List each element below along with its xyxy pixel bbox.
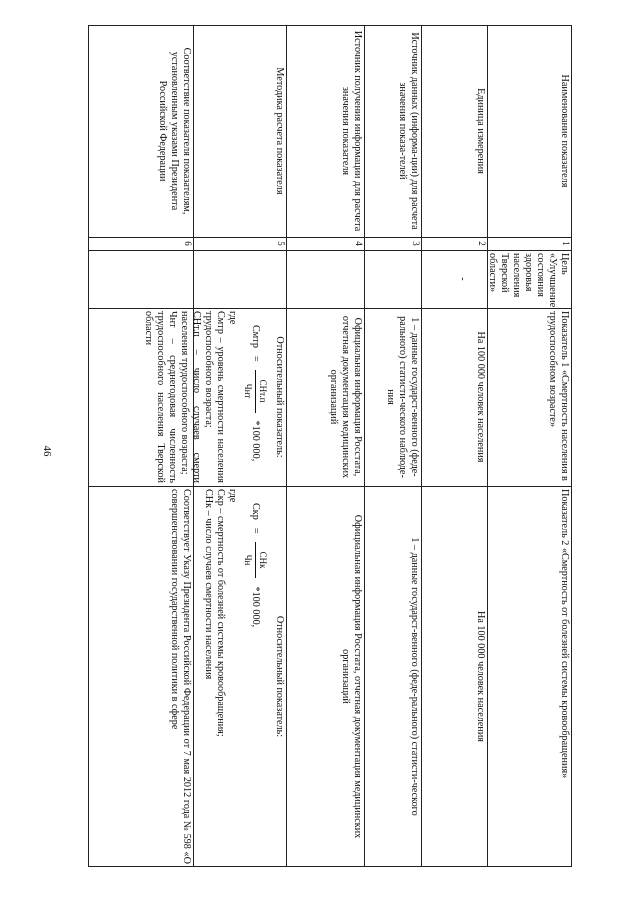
col-number-5: 5	[276, 241, 286, 246]
row1-method-intro: Относительный показатель:	[274, 336, 285, 458]
row1-unit: На 100 000 человек населения	[475, 331, 486, 463]
page-number: 46	[41, 445, 53, 457]
header-cell-3	[365, 25, 422, 237]
header-cell-6	[88, 25, 194, 237]
header-info: Источник получения информации для расчета значения показателя	[340, 30, 363, 232]
indicator-table	[88, 25, 572, 867]
row2-def-1: Скр – смертность от болезней системы кровообращения;	[215, 489, 226, 737]
row1-info: Официальная информация Росстата, отчетная документация медицинских организаций	[328, 315, 363, 479]
header-unit: Единица измерения	[475, 88, 486, 174]
row2-formula-eq: =	[250, 527, 262, 534]
header-cell-4	[287, 25, 365, 237]
row1-conformity	[88, 308, 194, 486]
row1-formula	[242, 325, 269, 483]
row2-formula-lhs: Скр	[250, 503, 262, 520]
rotated-table-sheet	[88, 25, 572, 867]
row1-def-1: Смтр – уровень смертности населения трудоспособного возраста;	[203, 311, 226, 483]
row2-where: где	[227, 489, 238, 503]
row1-formula-fraction	[242, 370, 269, 413]
row1-where: где	[227, 311, 238, 325]
row2-unit: На 100 000 человек населения	[475, 610, 486, 742]
row1-source: 1 – данные государст-венного (феде-рального) статисти-ческого наблюде-ния	[385, 316, 420, 478]
row1-formula-multiplier: *100 000,	[250, 420, 262, 462]
goal-unit: -	[457, 277, 468, 281]
row2-formula-numerator: СНк	[255, 542, 269, 579]
row1-formula-lhs: Смтр	[250, 325, 262, 348]
row2-method	[194, 486, 287, 867]
row2-formula-fraction	[242, 542, 269, 579]
row2-def-2: СНк – число случаев смертности населения	[203, 489, 214, 680]
row1-def-2: СНт.п – число случаев смерти населения трудоспособного возраста;	[179, 311, 202, 483]
row2-source: 1 – данные государст-венного (феде-рального) статисти-ческого	[409, 537, 420, 816]
row2-formula-multiplier: *100 000,	[250, 586, 262, 628]
row1-name: Показатель 1 «Смертность населения в трудоспособном возрасте»	[547, 311, 570, 481]
header-method: Методика расчета показателя	[274, 67, 285, 195]
row1-formula-numerator: СНт.п	[255, 370, 269, 413]
col-number-6: 6	[183, 241, 193, 246]
header-source: Источник данных (информа-ции) для расчета значения показа-телей	[397, 32, 420, 230]
row2-info: Официальная информация Росстата, отчетная документация медицинских организаций	[340, 514, 363, 839]
row1-formula-denominator: Чнт	[243, 383, 253, 399]
row2-method-intro: Относительный показатель:	[274, 615, 285, 738]
header-conformity: Соответствие показателя показателям, установленным указами Президента Российской Федерации	[157, 47, 192, 215]
row2-conformity: Соответствует Указу Президента Российской Федерации от 7 мая 2012 года № 598 «О совершенствовании государственной политики в сфере	[169, 489, 192, 864]
header-cell-2	[422, 25, 488, 237]
col-number-1: 1	[561, 241, 571, 246]
row2-name: Показатель 2 «Смертность от болезней системы кровообращения»	[559, 489, 570, 779]
row1-formula-eq: =	[250, 355, 262, 362]
row2-formula-denominator: Чн	[243, 554, 253, 566]
header-cell-5	[194, 25, 287, 237]
row2-formula	[242, 503, 269, 864]
row1-method	[143, 308, 287, 486]
goal-name: Цель «Улучшение состояния здоровья населения Тверской области»	[487, 253, 570, 308]
row1-def-3: Чнт – среднегодовая численность трудоспособного населения Тверской области	[143, 311, 178, 483]
col-number-3: 3	[411, 241, 421, 246]
header-name: Наименование показателя	[559, 74, 570, 188]
col-number-2: 2	[477, 241, 487, 246]
col-number-4: 4	[354, 241, 364, 246]
header-cell-1	[488, 25, 572, 237]
